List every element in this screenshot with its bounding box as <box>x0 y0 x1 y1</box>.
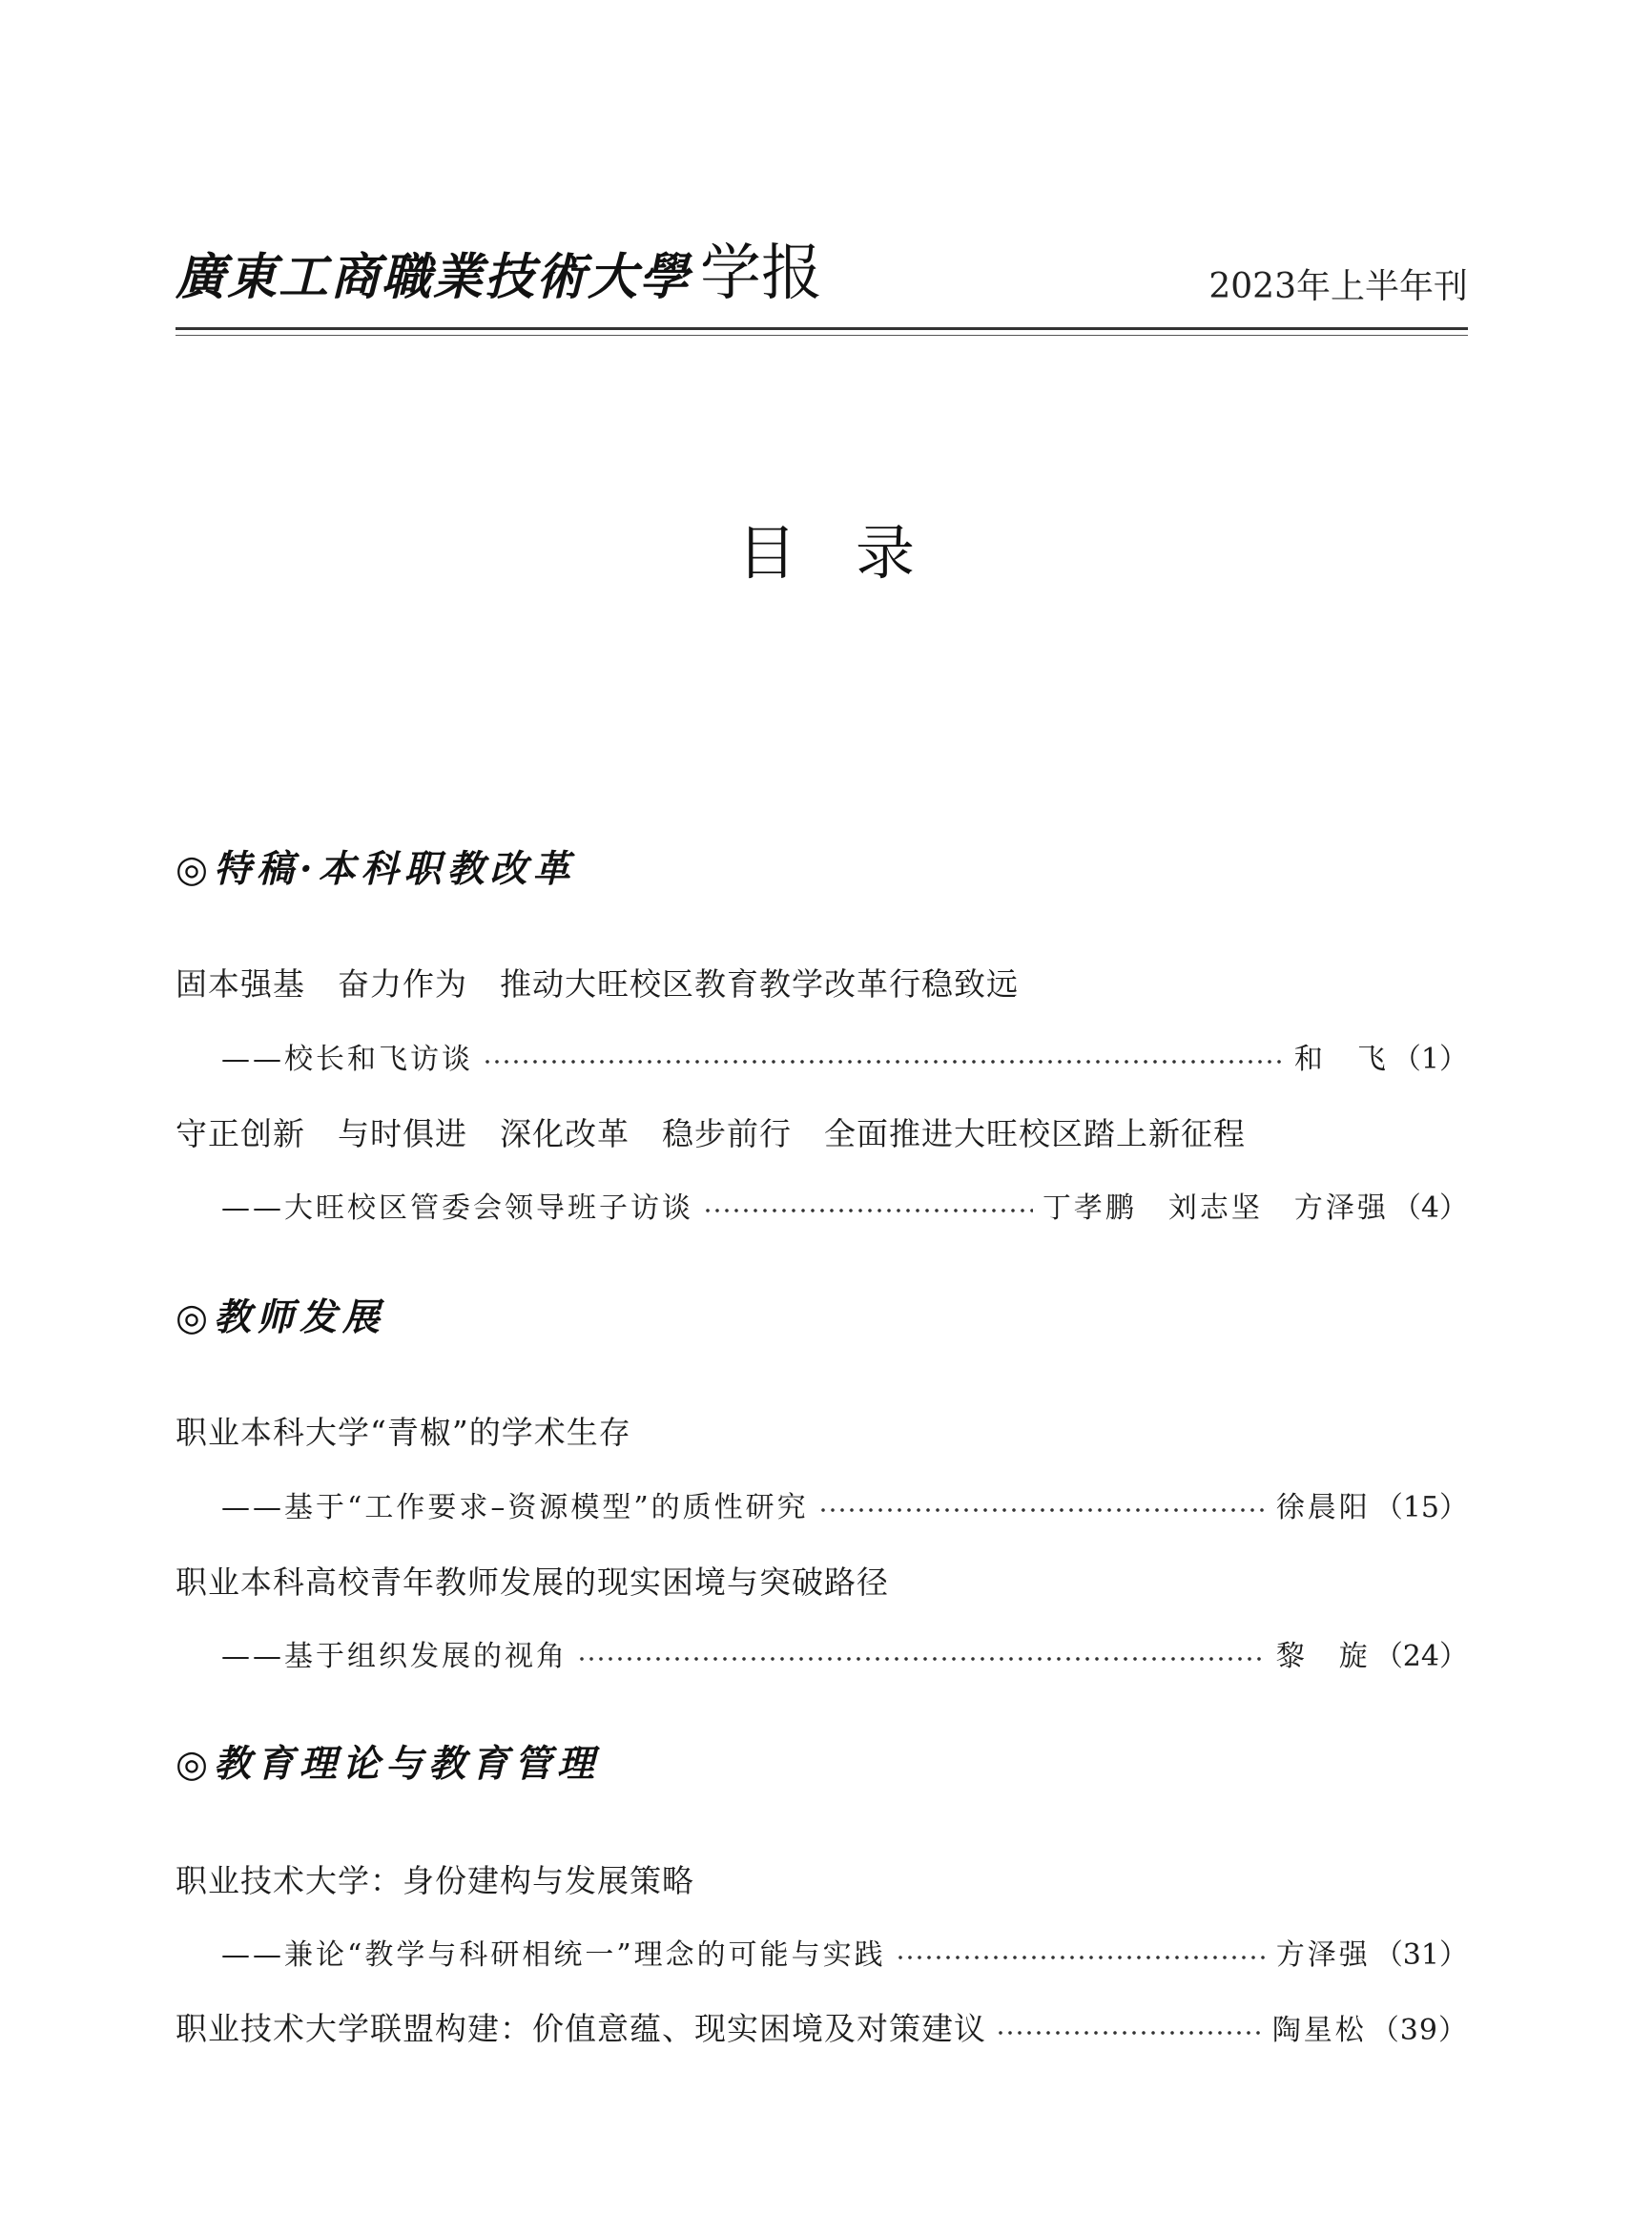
article-subtitle: ——兼论“教学与科研相统一”理念的可能与实践 <box>221 1938 886 1972</box>
dot-leader <box>996 2031 1263 2035</box>
masthead <box>176 238 1468 320</box>
toc-entry <box>221 1483 1468 1525</box>
header-rule-thin <box>176 335 1468 336</box>
toc-entry <box>221 1632 1468 1674</box>
page-title: 目 录 <box>736 518 915 588</box>
dot-leader <box>483 1060 1285 1064</box>
page-number: （15） <box>1373 1491 1468 1524</box>
article-subtitle: ——基于组织发展的视角 <box>221 1640 568 1673</box>
article-title: 职业本科大学“青椒”的学术生存 <box>176 1414 631 1451</box>
article-authors: 丁孝鹏 刘志坚 方泽强 <box>1042 1191 1389 1225</box>
article-subtitle: ——校长和飞访谈 <box>221 1043 473 1076</box>
article-subtitle: ——大旺校区管委会领导班子访谈 <box>221 1191 693 1225</box>
section-heading: ◎教育理论与教育管理 <box>176 1742 601 1786</box>
article-title: 守正创新 与时俱进 深化改革 稳步前行 全面推进大旺校区踏上新征程 <box>176 1115 1246 1152</box>
article-authors: 陶星松 <box>1271 2014 1367 2047</box>
article-title: 职业技术大学联盟构建：价值意蕴、现实困境及对策建议 <box>176 2010 986 2047</box>
article-authors: 徐晨阳 <box>1275 1491 1371 1524</box>
journal-name: 廣東工商職業技術大學 <box>176 248 692 306</box>
toc-entry <box>221 1184 1468 1226</box>
dot-leader <box>703 1209 1033 1212</box>
journal-suffix: 学报 <box>700 238 823 309</box>
article-subtitle: ——基于“工作要求–资源模型”的质性研究 <box>221 1491 809 1524</box>
dot-leader <box>818 1508 1267 1512</box>
toc-entry <box>221 1035 1468 1077</box>
toc-entry <box>176 2004 1468 2049</box>
header-rule-thick <box>176 327 1468 330</box>
section-heading: ◎教师发展 <box>176 1295 386 1339</box>
article-title: 固本强基 奋力作为 推动大旺校区教育教学改革行稳致远 <box>176 965 1019 1003</box>
dot-leader <box>896 1956 1267 1959</box>
article-authors: 黎 旋 <box>1275 1640 1371 1673</box>
journal-title <box>176 224 822 312</box>
page-number: （24） <box>1373 1640 1468 1673</box>
page-number: （39） <box>1370 2014 1468 2047</box>
issue-label: 2023年上半年刊 <box>1208 267 1468 306</box>
article-authors: 和 飞 <box>1293 1043 1389 1076</box>
page-number: （4） <box>1392 1191 1468 1225</box>
page-number: （31） <box>1373 1938 1468 1972</box>
page-number: （1） <box>1392 1043 1468 1076</box>
article-title: 职业本科高校青年教师发展的现实困境与突破路径 <box>176 1564 889 1601</box>
section-heading: ◎特稿·本科职教改革 <box>176 847 576 891</box>
article-authors: 方泽强 <box>1275 1938 1371 1972</box>
article-title: 职业技术大学：身份建构与发展策略 <box>176 1862 694 1899</box>
dot-leader <box>577 1657 1267 1661</box>
toc-entry <box>221 1931 1468 1973</box>
